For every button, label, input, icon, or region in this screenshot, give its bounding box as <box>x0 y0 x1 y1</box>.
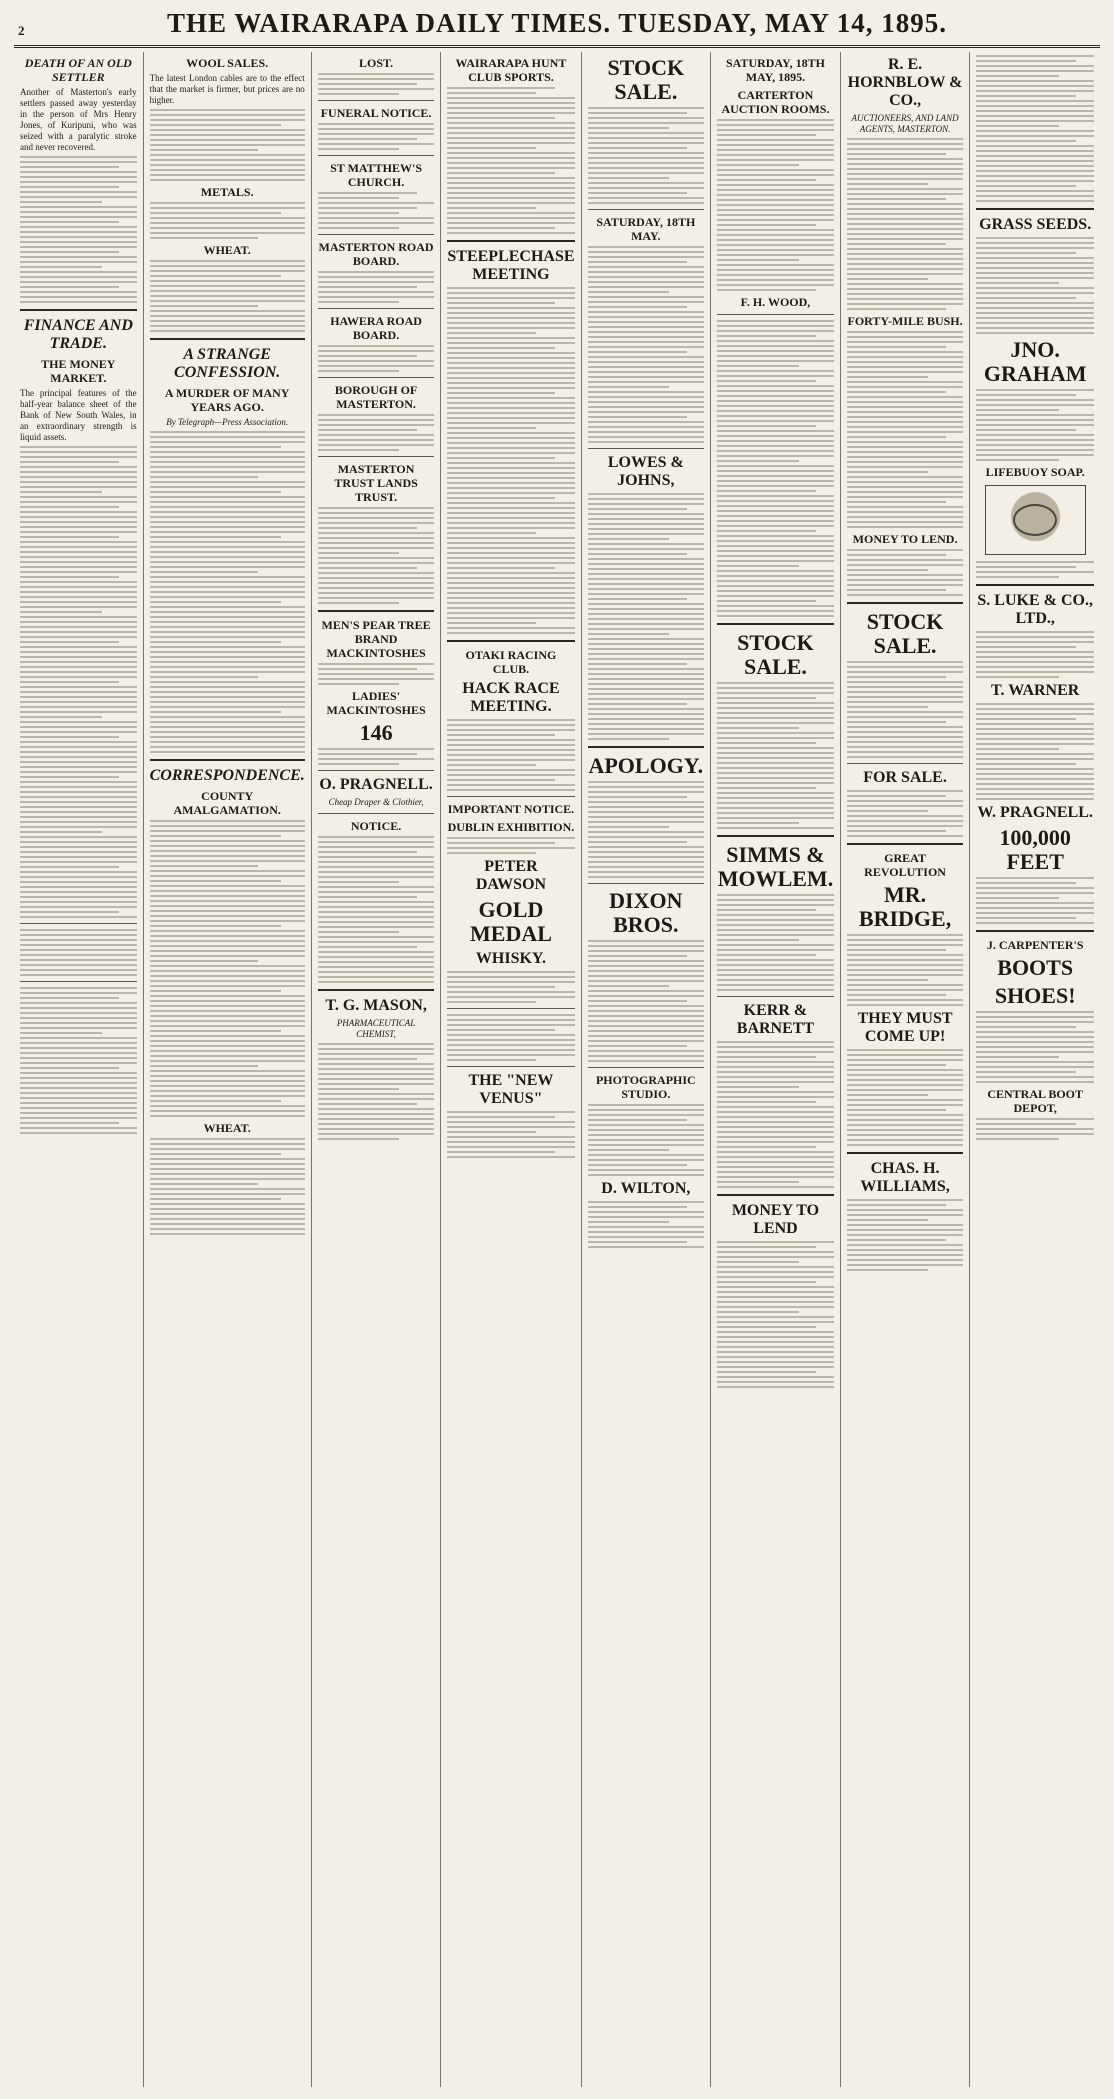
ad-text <box>976 561 1094 578</box>
ad-heading: IMPORTANT NOTICE. <box>447 802 575 816</box>
column-5 <box>582 52 712 2087</box>
ad-text <box>588 781 705 878</box>
ad-heading: D. WILTON, <box>601 1180 691 1197</box>
ad-text <box>447 971 574 1003</box>
ad-text <box>847 549 964 596</box>
ad-heading: FORTY-MILE BUSH. <box>847 314 963 328</box>
ad-heading: J. CARPENTER'S <box>986 938 1084 952</box>
ad-text <box>588 940 705 1062</box>
soap-illustration <box>985 485 1086 555</box>
ad-text <box>976 1011 1094 1083</box>
ad-heading: BOOTS <box>997 955 1074 980</box>
masthead <box>14 10 1100 48</box>
column-2 <box>144 52 312 2087</box>
article-heading: WOOL SALES. <box>186 56 269 70</box>
text-block <box>20 987 137 1134</box>
ad-heading: JNO. GRAHAM <box>983 337 1087 386</box>
ad-text <box>318 345 435 372</box>
article-heading: A MURDER OF MANY YEARS AGO. <box>164 386 290 414</box>
ad-heading: PETER DAWSON <box>475 858 547 893</box>
ad-text <box>717 682 834 829</box>
ad-heading: T. WARNER <box>991 682 1080 699</box>
ad-heading: MEN'S PEAR TREE BRAND MACKINTOSHES <box>321 618 431 660</box>
ad-heading: THEY MUST COME UP! <box>857 1010 953 1045</box>
ad-heading: LADIES' MACKINTOSHES <box>326 689 426 717</box>
ad-heading: HAWERA ROAD BOARD. <box>330 314 422 342</box>
column-3 <box>312 52 442 2087</box>
ad-heading: LOST. <box>359 56 394 70</box>
ad-heading: STOCK SALE. <box>607 55 685 104</box>
text-block <box>150 820 305 1117</box>
text-block <box>20 446 137 918</box>
ad-text <box>318 507 435 604</box>
section-heading: CORRESPONDENCE. <box>149 767 305 784</box>
ad-heading: CHAS. H. WILLIAMS, <box>860 1160 950 1195</box>
ad-heading: T. G. MASON, <box>325 997 427 1014</box>
ad-heading: S. LUKE & CO., LTD., <box>977 592 1093 627</box>
ad-heading: SATURDAY, 18TH MAY. <box>596 215 696 243</box>
ad-text <box>717 320 834 617</box>
ad-heading: LIFEBUOY SOAP. <box>985 465 1085 479</box>
ad-text <box>318 1043 435 1140</box>
ad-heading: GRASS SEEDS. <box>979 216 1092 233</box>
ad-text <box>976 389 1094 461</box>
ad-heading: DIXON BROS. <box>609 888 683 937</box>
ad-heading: CARTERTON AUCTION ROOMS. <box>721 88 830 116</box>
ad-heading: SIMMS & MOWLEM. <box>717 842 834 891</box>
ad-text <box>847 661 964 758</box>
article-heading: A STRANGE CONFESSION. <box>174 346 281 381</box>
ad-heading: O. PRAGNELL. <box>319 776 433 793</box>
ad-text <box>847 1199 964 1271</box>
ad-heading: SHOES! <box>994 983 1076 1008</box>
ad-heading: R. E. HORNBLOW & CO., <box>847 56 963 109</box>
ad-heading: 100,000 FEET <box>999 825 1071 874</box>
ad-text <box>847 1049 964 1146</box>
ad-heading: MONEY TO LEND. <box>852 532 958 546</box>
text-block <box>150 109 305 181</box>
ad-heading: WAIRARAPA HUNT CLUB SPORTS. <box>455 56 567 84</box>
ad-heading: STOCK SALE. <box>737 630 814 679</box>
text-block <box>150 1138 305 1235</box>
ad-text <box>717 1241 834 1388</box>
sub-heading: THE MONEY MARKET. <box>41 357 116 385</box>
ad-text <box>318 73 435 95</box>
ad-heading: SATURDAY, 18TH MAY, 1895. <box>725 56 825 84</box>
article-heading: COUNTY AMALGAMATION. <box>173 789 281 817</box>
article-byline: By Telegraph—Press Association. <box>166 417 289 427</box>
ad-heading: THE "NEW VENUS" <box>468 1072 554 1107</box>
ad-heading: KERR & BARNETT <box>736 1002 815 1037</box>
ad-heading: FUNERAL NOTICE. <box>320 106 432 120</box>
ad-text <box>318 836 435 983</box>
ad-text <box>717 119 834 291</box>
ad-heading: CENTRAL BOOT DEPOT, <box>987 1087 1084 1115</box>
ad-text <box>588 1201 705 1248</box>
ad-text <box>318 414 435 451</box>
ad-text <box>318 663 435 685</box>
ad-heading: NOTICE. <box>350 819 402 833</box>
stock-table <box>20 929 137 976</box>
ad-text <box>588 246 705 443</box>
ad-heading: MASTERTON TRUST LANDS TRUST. <box>334 462 418 504</box>
ad-heading: MR. BRIDGE, <box>858 882 952 931</box>
ad-heading: FOR SALE. <box>863 769 947 786</box>
ad-heading: STOCK SALE. <box>866 609 944 658</box>
ad-heading: GREAT REVOLUTION <box>864 851 946 879</box>
article-heading: METALS. <box>200 185 254 199</box>
newspaper-columns <box>14 52 1100 2087</box>
ad-text <box>717 894 834 991</box>
text-block <box>150 431 305 753</box>
ad-text <box>976 1118 1094 1140</box>
ad-text <box>318 192 435 229</box>
ad-text <box>447 1014 574 1061</box>
ad-heading: APOLOGY. <box>588 753 704 778</box>
ad-text <box>447 287 574 634</box>
ad-text <box>976 237 1094 334</box>
column-4 <box>441 52 581 2087</box>
text-block <box>150 260 305 332</box>
article-heading: WHEAT. <box>203 1121 251 1135</box>
column-8 <box>970 52 1100 2087</box>
ad-count: 146 <box>359 720 393 745</box>
ad-text <box>976 703 1094 800</box>
ad-text <box>588 107 705 204</box>
ad-heading: MONEY TO LEND <box>731 1202 820 1237</box>
ad-text <box>847 934 964 1006</box>
article-heading: DEATH OF AN OLD SETTLER <box>24 56 132 84</box>
article-text: Another of Masterton's early settlers passed away yesterday in the person of Mrs Henry Jones, of Kuripuni, who was seized with a paralytic stroke and never recovered. <box>20 87 137 152</box>
ad-subheading: AUCTIONEERS, AND LAND AGENTS, MASTERTON. <box>851 113 959 134</box>
text-block <box>150 202 305 239</box>
ad-subheading: PHARMACEUTICAL CHEMIST, <box>336 1018 416 1039</box>
newspaper-title: THE WAIRARAPA DAILY TIMES. TUESDAY, MAY 14, 1895. <box>167 8 947 38</box>
ad-heading: MASTERTON ROAD BOARD. <box>318 240 434 268</box>
text-block <box>20 156 137 303</box>
ad-subheading: Cheap Draper & Clothier, <box>328 797 424 807</box>
ad-heading: OTAKI RACING CLUB. <box>465 648 557 676</box>
ad-text <box>588 493 705 740</box>
ad-heading: ST MATTHEW'S CHURCH. <box>330 161 423 189</box>
ad-text <box>447 719 574 791</box>
ad-heading: DUBLIN EXHIBITION. <box>447 820 575 834</box>
page-number: 2 <box>18 23 25 38</box>
ad-heading: HACK RACE MEETING. <box>462 680 560 715</box>
ad-text <box>318 271 435 303</box>
ad-heading: GOLD MEDAL <box>470 897 552 946</box>
ad-text <box>318 748 435 765</box>
column-6 <box>711 52 841 2087</box>
ad-text <box>447 837 574 854</box>
ad-text <box>447 87 574 234</box>
ad-heading: STEEPLECHASE MEETING <box>447 248 575 283</box>
article-text: The principal features of the half-year balance sheet of the Bank of New South Wales, in an extraordinary strength is liquid assets. <box>20 388 137 442</box>
ad-heading: LOWES & JOHNS, <box>607 454 684 489</box>
ad-text <box>976 55 1094 202</box>
ad-heading: W. PRAGNELL. <box>977 804 1093 821</box>
ad-heading: WHISKY. <box>475 950 546 967</box>
ad-text <box>717 1041 834 1188</box>
article-heading: WHEAT. <box>203 243 251 257</box>
ad-text <box>847 138 964 310</box>
ad-heading: BOROUGH OF MASTERTON. <box>334 383 418 411</box>
article-text: The latest London cables are to the effect that the market is firmer, but prices are no higher. <box>149 73 305 105</box>
ad-text <box>976 877 1094 924</box>
ad-text <box>588 1104 705 1176</box>
section-heading: FINANCE AND TRADE. <box>23 317 133 352</box>
ad-heading: PHOTOGRAPHIC STUDIO. <box>595 1073 696 1101</box>
column-1 <box>14 52 144 2087</box>
ad-heading: F. H. WOOD, <box>740 295 811 309</box>
column-7 <box>841 52 971 2087</box>
ad-text <box>318 123 435 150</box>
ad-text <box>976 631 1094 678</box>
ad-text <box>447 1111 574 1158</box>
ad-text <box>847 331 964 528</box>
ad-text <box>847 790 964 837</box>
